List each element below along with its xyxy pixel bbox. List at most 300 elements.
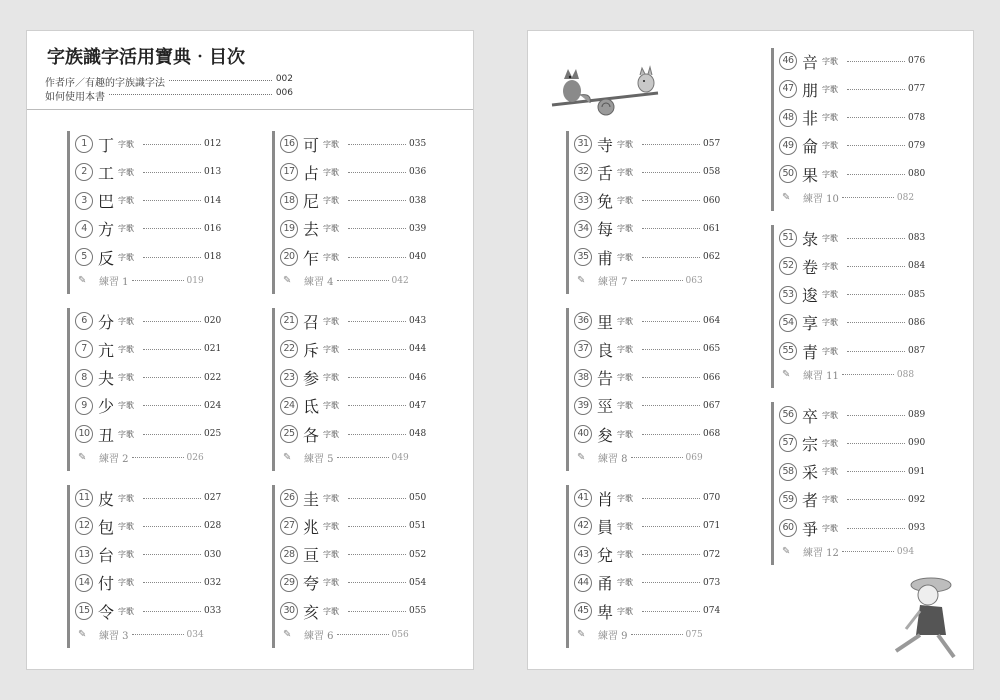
leader-dots [348, 200, 406, 201]
pencil-icon: ✎ [577, 629, 586, 640]
entry-page-number: 091 [908, 466, 926, 477]
girl-head [918, 585, 938, 605]
toc-entry[interactable] [75, 396, 221, 416]
toc-entry[interactable] [75, 311, 221, 331]
entry-character: 宗 [802, 434, 819, 454]
entry-label: 字歌 [323, 401, 339, 411]
toc-section [272, 308, 440, 471]
entry-page-number: 012 [204, 139, 222, 149]
toc-entry[interactable] [75, 573, 221, 593]
entry-number-badge: 55 [779, 342, 797, 360]
entry-page-number: 014 [204, 195, 222, 206]
entry-number-badge: 7 [75, 340, 93, 358]
leader-dots [847, 266, 905, 267]
entry-page-number: 013 [204, 167, 222, 178]
leader-dots [143, 554, 201, 555]
entry-label: 字歌 [822, 113, 838, 123]
exercise-entry[interactable] [280, 448, 409, 468]
leader-dots [847, 145, 905, 146]
leader-dots [642, 349, 700, 350]
toc-entry[interactable] [574, 311, 720, 331]
entry-page-number: 024 [204, 400, 222, 411]
entry-page-number: 039 [409, 223, 427, 234]
entry-page-number: 048 [409, 429, 427, 440]
entry-character: 反 [98, 248, 115, 268]
leader-dots [143, 434, 201, 435]
entry-character: 夬 [98, 369, 115, 389]
entry-page-number: 050 [409, 493, 427, 503]
toc-entry[interactable] [574, 424, 720, 444]
entry-page-number: 032 [204, 577, 222, 588]
entry-page-number: 080 [908, 169, 926, 180]
entry-character: 卒 [802, 406, 819, 426]
entry-label: 字歌 [617, 252, 633, 262]
pencil-icon: ✎ [78, 629, 87, 640]
exercise-label: 練習 11 [803, 371, 839, 382]
toc-entry[interactable] [75, 601, 221, 621]
pencil-icon: ✎ [283, 275, 292, 286]
toc-entry[interactable] [280, 134, 426, 154]
entry-number-badge: 4 [75, 220, 93, 238]
exercise-entry[interactable] [574, 448, 703, 468]
toc-entry[interactable] [280, 396, 426, 416]
toc-section [67, 131, 235, 294]
toc-entry[interactable] [574, 396, 720, 416]
entry-character: 彔 [802, 229, 819, 249]
toc-entry[interactable] [75, 134, 221, 154]
entry-character: 咅 [802, 52, 819, 72]
entry-character: 分 [98, 312, 115, 332]
entry-number-badge: 34 [574, 220, 592, 238]
front-matter-item[interactable] [45, 88, 293, 103]
entry-number-badge: 40 [574, 425, 592, 443]
entry-label: 字歌 [822, 410, 838, 420]
entry-label: 字歌 [118, 139, 134, 149]
entry-number-badge: 32 [574, 163, 592, 181]
entry-character: 工 [98, 163, 115, 183]
exercise-page-number: 019 [186, 275, 204, 286]
entry-label: 字歌 [323, 606, 339, 616]
toc-entry[interactable] [280, 601, 426, 621]
entry-page-number: 022 [204, 372, 222, 383]
leader-dots [348, 498, 406, 499]
entry-number-badge: 24 [280, 397, 298, 415]
toc-entry[interactable] [779, 228, 925, 248]
toc-entry[interactable] [574, 339, 720, 359]
toc-entry[interactable] [280, 219, 426, 239]
toc-section [272, 485, 440, 648]
entry-label: 字歌 [822, 84, 838, 94]
leader-dots [337, 457, 389, 458]
entry-label: 字歌 [323, 139, 339, 149]
toc-entry[interactable] [75, 339, 221, 359]
entry-number-badge: 6 [75, 312, 93, 330]
entry-number-badge: 38 [574, 369, 592, 387]
entry-label: 字歌 [323, 521, 339, 531]
toc-entry[interactable] [779, 256, 925, 276]
entry-label: 字歌 [822, 290, 838, 300]
toc-entry[interactable] [779, 433, 925, 453]
exercise-entry[interactable] [779, 542, 914, 562]
entry-page-number: 083 [908, 233, 926, 243]
entry-page-number: 027 [204, 493, 222, 503]
entry-number-badge: 9 [75, 397, 93, 415]
entry-label: 字歌 [822, 467, 838, 477]
entry-character: 台 [98, 546, 115, 566]
exercise-page-number: 088 [896, 369, 915, 380]
leader-dots [143, 526, 201, 527]
entry-page-number: 089 [908, 410, 926, 420]
leader-dots [143, 172, 201, 173]
entry-label: 字歌 [118, 550, 134, 560]
toc-entry[interactable] [574, 247, 720, 267]
leader-dots [143, 611, 201, 612]
leader-dots [132, 457, 184, 458]
entry-number-badge: 11 [75, 489, 93, 507]
leader-dots [642, 611, 700, 612]
toc-entry[interactable] [574, 219, 720, 239]
leader-dots [847, 238, 905, 239]
entry-number-badge: 47 [779, 80, 797, 98]
leader-dots [143, 405, 201, 406]
leader-dots [642, 582, 700, 583]
front-matter-page: 006 [275, 88, 293, 98]
toc-entry[interactable] [280, 162, 426, 182]
entry-character: 青 [802, 342, 819, 362]
toc-entry[interactable] [280, 191, 426, 211]
pig-icon [638, 67, 654, 92]
leader-dots [842, 374, 894, 375]
entry-page-number: 057 [703, 139, 721, 149]
entry-page-number: 076 [908, 56, 926, 66]
leader-dots [348, 377, 406, 378]
entry-number-badge: 26 [280, 489, 298, 507]
leader-dots [642, 257, 700, 258]
entry-number-badge: 49 [779, 137, 797, 155]
girl-illustration [876, 571, 966, 663]
entry-label: 字歌 [822, 169, 838, 179]
entry-page-number: 047 [409, 400, 427, 411]
pencil-icon: ✎ [782, 192, 791, 203]
toc-entry[interactable] [280, 488, 426, 508]
toc-entry[interactable] [280, 247, 426, 267]
toc-entry[interactable] [574, 573, 720, 593]
entry-page-number: 084 [908, 261, 926, 272]
toc-entry[interactable] [574, 162, 720, 182]
entry-page-number: 067 [703, 400, 721, 411]
entry-number-badge: 30 [280, 602, 298, 620]
toc-entry[interactable] [779, 405, 925, 425]
entry-label: 字歌 [323, 373, 339, 383]
entry-number-badge: 35 [574, 248, 592, 266]
entry-number-badge: 56 [779, 406, 797, 424]
toc-entry[interactable] [280, 368, 426, 388]
entry-number-badge: 39 [574, 397, 592, 415]
entry-number-badge: 44 [574, 574, 592, 592]
leader-dots [143, 582, 201, 583]
exercise-entry[interactable] [574, 625, 703, 645]
leader-dots [847, 351, 905, 352]
exercise-entry[interactable] [75, 271, 204, 291]
front-matter-item[interactable] [45, 74, 293, 89]
entry-page-number: 052 [409, 549, 427, 560]
entry-character: 免 [597, 192, 614, 212]
entry-page-number: 093 [908, 523, 926, 534]
entry-page-number: 051 [409, 521, 427, 532]
toc-entry[interactable] [574, 368, 720, 388]
exercise-page-number: 042 [391, 275, 409, 286]
toc-entry[interactable] [280, 573, 426, 593]
entry-page-number: 064 [703, 316, 721, 326]
toc-entry[interactable] [779, 108, 925, 128]
leader-dots [132, 280, 184, 281]
toc-entry[interactable] [574, 601, 720, 621]
entry-number-badge: 2 [75, 163, 93, 181]
leader-dots [642, 498, 700, 499]
entry-page-number: 079 [908, 140, 926, 151]
leader-dots [642, 526, 700, 527]
entry-label: 字歌 [617, 344, 633, 354]
toc-section [771, 402, 939, 565]
toc-entry[interactable] [779, 51, 925, 71]
front-matter-text: 如何使用本書 [45, 92, 105, 103]
toc-entry[interactable] [75, 424, 221, 444]
exercise-label: 練習 7 [598, 277, 628, 288]
exercise-entry[interactable] [280, 625, 409, 645]
entry-label: 字歌 [118, 578, 134, 588]
entry-character: 甬 [597, 574, 614, 594]
entry-label: 字歌 [323, 196, 339, 206]
entry-character: 兆 [303, 517, 320, 537]
girl-legs [896, 635, 954, 657]
pencil-icon: ✎ [782, 546, 791, 557]
leader-dots [847, 415, 905, 416]
leader-dots [842, 197, 894, 198]
toc-entry[interactable] [574, 191, 720, 211]
toc-entry[interactable] [75, 247, 221, 267]
entry-page-number: 068 [703, 429, 721, 440]
leader-dots [143, 321, 201, 322]
toc-entry[interactable] [280, 424, 426, 444]
front-matter-page: 002 [275, 74, 293, 84]
entry-page-number: 070 [703, 493, 721, 503]
entry-character: 爭 [802, 519, 819, 539]
entry-page-number: 044 [409, 344, 427, 355]
exercise-label: 練習 6 [304, 631, 334, 642]
leader-dots [642, 228, 700, 229]
entry-page-number: 025 [204, 429, 222, 440]
entry-number-badge: 58 [779, 463, 797, 481]
entry-label: 字歌 [617, 373, 633, 383]
entry-character: 告 [597, 369, 614, 389]
entry-label: 字歌 [323, 344, 339, 354]
toc-entry[interactable] [75, 545, 221, 565]
toc-entry[interactable] [75, 191, 221, 211]
toc-entry[interactable] [75, 368, 221, 388]
toc-entry[interactable] [779, 313, 925, 333]
toc-entry[interactable] [779, 136, 925, 156]
toc-section [566, 131, 734, 294]
exercise-entry[interactable] [779, 365, 914, 385]
entry-character: 召 [303, 312, 320, 332]
left-page [26, 30, 474, 670]
entry-page-number: 035 [409, 139, 427, 149]
toc-entry[interactable] [574, 488, 720, 508]
toc-entry[interactable] [75, 162, 221, 182]
exercise-page-number: 034 [186, 629, 204, 640]
entry-character: 占 [303, 163, 320, 183]
entry-character: 侖 [802, 137, 819, 157]
toc-entry[interactable] [779, 341, 925, 361]
entry-label: 字歌 [323, 316, 339, 326]
entry-number-badge: 10 [75, 425, 93, 443]
entry-character: 令 [98, 602, 115, 622]
entry-page-number: 020 [204, 316, 222, 326]
entry-label: 字歌 [617, 493, 633, 503]
pencil-icon: ✎ [283, 452, 292, 463]
toc-entry[interactable] [574, 134, 720, 154]
entry-number-badge: 25 [280, 425, 298, 443]
toc-entry[interactable] [779, 518, 925, 538]
entry-character: 卷 [802, 257, 819, 277]
entry-label: 字歌 [822, 523, 838, 533]
pencil-icon: ✎ [782, 369, 791, 380]
entry-label: 字歌 [323, 224, 339, 234]
exercise-entry[interactable] [779, 188, 914, 208]
leader-dots [642, 144, 700, 145]
entry-number-badge: 50 [779, 165, 797, 183]
entry-number-badge: 3 [75, 192, 93, 210]
leader-dots [631, 280, 683, 281]
entry-character: 果 [802, 165, 819, 185]
entry-page-number: 066 [703, 372, 721, 383]
leader-dots [348, 257, 406, 258]
leader-dots [631, 634, 683, 635]
entry-page-number: 074 [703, 606, 721, 617]
leader-dots [631, 457, 683, 458]
leader-dots [348, 144, 406, 145]
entry-page-number: 071 [703, 521, 721, 532]
toc-header [27, 31, 473, 110]
toc-entry[interactable] [779, 285, 925, 305]
fox-icon [563, 69, 590, 103]
entry-label: 字歌 [118, 224, 134, 234]
entry-character: 氐 [303, 397, 320, 417]
entry-number-badge: 1 [75, 135, 93, 153]
toc-entry[interactable] [779, 490, 925, 510]
toc-entry[interactable] [779, 462, 925, 482]
leader-dots [143, 257, 201, 258]
exercise-entry[interactable] [75, 448, 204, 468]
exercise-label: 練習 5 [304, 454, 334, 465]
entry-label: 字歌 [617, 196, 633, 206]
entry-page-number: 046 [409, 372, 427, 383]
entry-number-badge: 52 [779, 257, 797, 275]
leader-dots [143, 200, 201, 201]
toc-entry[interactable] [779, 164, 925, 184]
entry-character: 逡 [802, 286, 819, 306]
entry-label: 字歌 [617, 167, 633, 177]
entry-number-badge: 36 [574, 312, 592, 330]
leader-dots [642, 434, 700, 435]
entry-number-badge: 54 [779, 314, 797, 332]
toc-entry[interactable] [779, 79, 925, 99]
exercise-page-number: 049 [391, 452, 409, 463]
entry-page-number: 038 [409, 195, 427, 206]
leader-dots [348, 321, 406, 322]
leader-dots [337, 280, 389, 281]
seesaw-illustration [546, 55, 666, 119]
entry-character: 里 [597, 312, 614, 332]
entry-label: 字歌 [118, 316, 134, 326]
entry-page-number: 061 [703, 223, 721, 234]
entry-label: 字歌 [822, 346, 838, 356]
leader-dots [847, 443, 905, 444]
entry-character: 乍 [303, 248, 320, 268]
entry-page-number: 033 [204, 606, 222, 617]
entry-page-number: 065 [703, 344, 721, 355]
entry-number-badge: 21 [280, 312, 298, 330]
entry-character: 亘 [303, 546, 320, 566]
entry-number-badge: 17 [280, 163, 298, 181]
entry-number-badge: 20 [280, 248, 298, 266]
toc-entry[interactable] [574, 516, 720, 536]
entry-character: 包 [98, 517, 115, 537]
entry-label: 字歌 [118, 521, 134, 531]
exercise-entry[interactable] [574, 271, 703, 291]
entry-character: 尼 [303, 192, 320, 212]
toc-entry[interactable] [75, 516, 221, 536]
entry-page-number: 021 [204, 344, 222, 355]
entry-page-number: 072 [703, 549, 721, 560]
entry-character: 皮 [98, 489, 115, 509]
leader-dots [348, 582, 406, 583]
entry-number-badge: 33 [574, 192, 592, 210]
entry-number-badge: 8 [75, 369, 93, 387]
toc-entry[interactable] [280, 311, 426, 331]
entry-label: 字歌 [118, 606, 134, 616]
entry-character: 方 [98, 220, 115, 240]
entry-character: 夸 [303, 574, 320, 594]
toc-entry[interactable] [280, 545, 426, 565]
entry-number-badge: 15 [75, 602, 93, 620]
toc-entry[interactable] [574, 545, 720, 565]
leader-dots [847, 528, 905, 529]
entry-character: 斥 [303, 340, 320, 360]
leader-dots [847, 322, 905, 323]
toc-entry[interactable] [280, 516, 426, 536]
entry-number-badge: 57 [779, 434, 797, 452]
entry-character: 員 [597, 517, 614, 537]
toc-entry[interactable] [280, 339, 426, 359]
entry-label: 字歌 [822, 495, 838, 505]
entry-label: 字歌 [118, 401, 134, 411]
exercise-label: 練習 1 [99, 277, 129, 288]
entry-label: 字歌 [617, 224, 633, 234]
exercise-entry[interactable] [75, 625, 204, 645]
exercise-entry[interactable] [280, 271, 409, 291]
entry-number-badge: 29 [280, 574, 298, 592]
girl-dress [916, 605, 946, 635]
entry-number-badge: 14 [75, 574, 93, 592]
toc-entry[interactable] [75, 488, 221, 508]
entry-character: 可 [303, 135, 320, 155]
entry-character: 巴 [98, 192, 115, 212]
entry-number-badge: 41 [574, 489, 592, 507]
entry-number-badge: 28 [280, 546, 298, 564]
leader-dots [642, 554, 700, 555]
toc-entry[interactable] [75, 219, 221, 239]
